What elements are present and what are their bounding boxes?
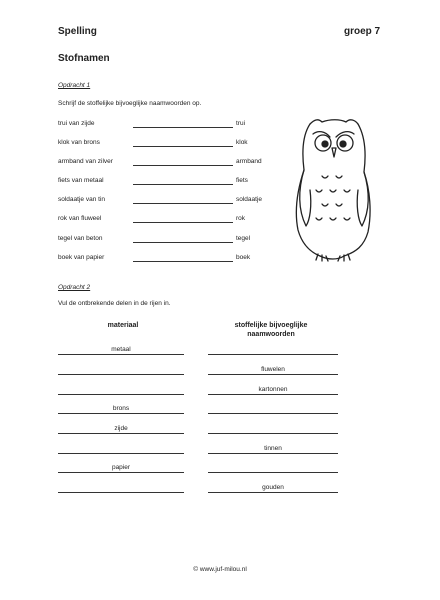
- material-text: [58, 386, 184, 394]
- adjective-cell[interactable]: [208, 405, 338, 414]
- owl-illustration: [280, 110, 380, 270]
- adjective-text: [208, 464, 338, 472]
- adjective-text: gouden: [262, 484, 284, 491]
- exercise2-heading: Opdracht 2: [58, 284, 91, 291]
- ex1-answer-line[interactable]: [133, 127, 233, 128]
- adjective-text: [208, 425, 338, 433]
- adjective-cell[interactable]: [208, 445, 338, 454]
- ex1-answer-line[interactable]: [133, 203, 233, 204]
- group-label: groep 7: [344, 26, 381, 37]
- ex1-noun: rok: [236, 215, 246, 222]
- material-text: [58, 366, 184, 374]
- owl-wing-right: [357, 172, 368, 226]
- column-header-adjective-line1: stoffelijke bijvoeglijke: [234, 322, 308, 329]
- adjective-cell[interactable]: [208, 366, 338, 375]
- adjective-text: fluwelen: [261, 366, 285, 373]
- ex1-answer-line[interactable]: [133, 242, 233, 243]
- ex1-answer-line[interactable]: [133, 222, 233, 223]
- owl-beak: [332, 148, 336, 157]
- ex1-item-label: rok van fluweel: [58, 215, 102, 222]
- material-text: zijde: [114, 425, 128, 432]
- owl-feathers: [316, 176, 350, 220]
- ex1-answer-line[interactable]: [133, 146, 233, 147]
- exercise1-heading: Opdracht 1: [58, 82, 91, 89]
- material-cell[interactable]: [58, 386, 184, 395]
- ex1-noun: klok: [236, 139, 248, 146]
- owl-brow-right: [336, 132, 354, 137]
- adjective-cell[interactable]: [208, 346, 338, 355]
- column-header-adjective: [206, 321, 336, 339]
- ex1-item-label: klok van brons: [58, 139, 100, 146]
- subject-label: Spelling: [58, 26, 97, 37]
- owl-foot-right: [338, 254, 350, 261]
- ex1-noun: trui: [236, 120, 246, 127]
- ex1-answer-line[interactable]: [133, 261, 233, 262]
- ex1-item-label: armband van zilver: [58, 158, 113, 165]
- material-text: [58, 445, 184, 453]
- exercise2-instruction: Vul de ontbrekende delen in de rijen in.: [58, 300, 171, 307]
- material-cell[interactable]: [58, 366, 184, 375]
- material-text: metaal: [111, 346, 131, 353]
- material-cell[interactable]: [58, 464, 184, 473]
- column-header-material: materiaal: [107, 322, 139, 329]
- material-cell[interactable]: [58, 405, 184, 414]
- adjective-cell[interactable]: [208, 386, 338, 395]
- adjective-text: kartonnen: [258, 386, 288, 393]
- owl-head-outline: [310, 120, 358, 124]
- adjective-text: tinnen: [264, 445, 282, 452]
- material-cell[interactable]: [58, 346, 184, 355]
- adjective-cell[interactable]: [208, 464, 338, 473]
- page-title: Stofnamen: [58, 53, 110, 64]
- adjective-cell[interactable]: [208, 425, 338, 434]
- copyright-footer: © www.juf-milou.nl: [193, 566, 247, 573]
- ex1-noun: fiets: [236, 177, 248, 184]
- ex1-answer-line[interactable]: [133, 184, 233, 185]
- owl-pupil-left: [322, 141, 328, 147]
- ex1-noun: tegel: [236, 235, 251, 242]
- ex1-noun: armband: [236, 158, 262, 165]
- material-text: brons: [112, 405, 130, 412]
- material-cell[interactable]: [58, 484, 184, 493]
- material-cell[interactable]: [58, 425, 184, 434]
- ex1-item-label: tegel van beton: [58, 235, 103, 242]
- ex1-noun: soldaatje: [236, 196, 263, 203]
- adjective-text: [208, 405, 338, 413]
- material-text: [58, 484, 184, 492]
- column-header-adjective-line2: naamwoorden: [247, 331, 295, 338]
- owl-pupil-right: [340, 141, 346, 147]
- adjective-text: [208, 346, 338, 354]
- material-text: papier: [111, 464, 131, 471]
- material-cell[interactable]: [58, 445, 184, 454]
- owl-wing-left: [300, 170, 311, 226]
- ex1-item-label: boek van papier: [58, 254, 105, 261]
- ex1-item-label: trui van zijde: [58, 120, 95, 127]
- owl-foot-left: [316, 254, 328, 261]
- ex1-noun: boek: [236, 254, 251, 261]
- adjective-cell[interactable]: [208, 484, 338, 493]
- ex1-item-label: soldaatje van tin: [58, 196, 105, 203]
- owl-body-right: [344, 124, 370, 256]
- exercise1-instruction: Schrijf de stoffelijke bijvoeglijke naamwoorden op.: [58, 100, 202, 107]
- ex1-answer-line[interactable]: [133, 165, 233, 166]
- ex1-item-label: fiets van metaal: [58, 177, 104, 184]
